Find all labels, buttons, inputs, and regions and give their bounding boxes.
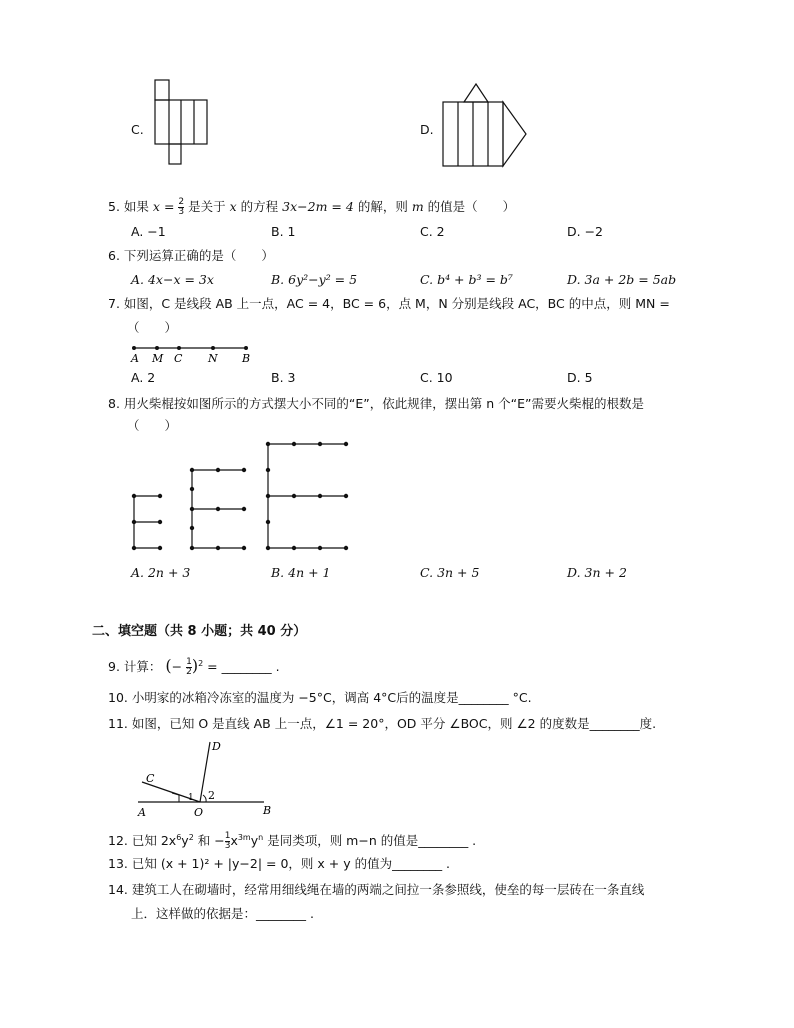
q5-option-d[interactable]: D. −2 bbox=[567, 224, 603, 239]
q7-point-m: M bbox=[152, 352, 164, 365]
q4-option-c-figure bbox=[150, 78, 212, 168]
q4-option-d-label: D. bbox=[420, 122, 434, 137]
q8-stem-line2: （ ） bbox=[127, 418, 178, 433]
q11-label-b: B bbox=[263, 804, 272, 817]
q7-point-a: A bbox=[131, 352, 139, 365]
q11-label-d: D bbox=[212, 740, 221, 753]
q5-option-a[interactable]: A. −1 bbox=[131, 224, 166, 239]
q4-option-c-label: C. bbox=[131, 122, 144, 137]
q6-stem: 6. 下列运算正确的是（ ） bbox=[108, 248, 274, 263]
q7-stem-line1: 7. 如图，C 是线段 AB 上一点，AC = 4，BC = 6，点 M，N 分别是线段 AC，BC 的中点，则 MN = bbox=[108, 296, 670, 311]
q9-stem: 9. 计算： (− $\frac{1}{2}$ )$^2$ = ________ . bbox=[108, 656, 280, 678]
q7-point-c: C bbox=[174, 352, 183, 365]
q8-option-b[interactable]: B. 4n + 1 bbox=[271, 565, 331, 580]
q8-option-c[interactable]: C. 3n + 5 bbox=[420, 565, 480, 580]
q7-point-n: N bbox=[208, 352, 218, 365]
q7-segment-figure bbox=[128, 342, 258, 364]
q5-option-b[interactable]: B. 1 bbox=[271, 224, 296, 239]
q11-label-o: O bbox=[194, 806, 204, 819]
q7-option-d[interactable]: D. 5 bbox=[567, 370, 593, 385]
q8-option-d[interactable]: D. 3n + 2 bbox=[567, 565, 627, 580]
q7-stem-line2: （ ） bbox=[127, 320, 178, 335]
q11-label-a: A bbox=[138, 806, 146, 819]
q11-angle2-label: 2 bbox=[208, 789, 215, 802]
q8-option-a[interactable]: A. 2n + 3 bbox=[131, 565, 191, 580]
q10-stem: 10. 小明家的冰箱冷冻室的温度为 −5°C，调高 4°C后的温度是________ °C. bbox=[108, 690, 532, 705]
q7-option-b[interactable]: B. 3 bbox=[271, 370, 296, 385]
q11-angle1-label: 1 bbox=[188, 793, 194, 803]
q6-option-d[interactable]: D. 3a + 2b = 5ab bbox=[567, 272, 677, 287]
q8-matchstick-figures bbox=[126, 438, 356, 558]
q7-option-c[interactable]: C. 10 bbox=[420, 370, 453, 385]
q6-option-a[interactable]: A. 4x−x = 3x bbox=[131, 272, 214, 287]
q8-stem-line1: 8. 用火柴棍按如图所示的方式摆大小不同的“E”，依此规律，摆出第 n 个“E”需要火柴棍的根数是 bbox=[108, 396, 644, 411]
q14-stem-line1: 14. 建筑工人在砌墙时，经常用细线绳在墙的两端之间拉一条参照线，使垒的每一层砖在一条直线 bbox=[108, 882, 645, 897]
q12-stem: 12. 已知 $2x^6y^2$ 和 − $\frac{1}{3}$ $x^{3m}y^n$ 是同类项，则 m−n 的值是________ . bbox=[108, 831, 477, 852]
q6-option-c[interactable]: C. b⁴ + b³ = b⁷ bbox=[420, 272, 513, 287]
q6-option-b[interactable]: B. 6y²−y² = 5 bbox=[271, 272, 358, 287]
q7-point-b: B bbox=[242, 352, 251, 365]
q11-label-c: C bbox=[146, 772, 155, 785]
q14-stem-line2: 上．这样做的依据是：________ . bbox=[131, 906, 314, 921]
section2-heading: 二、填空题（共 8 小题；共 40 分） bbox=[92, 624, 307, 639]
q7-option-a[interactable]: A. 2 bbox=[131, 370, 156, 385]
q11-stem: 11. 如图，已知 O 是直线 AB 上一点，∠1 = 20°，OD 平分 ∠BOC，则 ∠2 的度数是________度. bbox=[108, 716, 657, 731]
q13-stem: 13. 已知 (x + 1)² + |y−2| = 0，则 x + y 的值为________ . bbox=[108, 856, 451, 871]
q5-option-c[interactable]: C. 2 bbox=[420, 224, 445, 239]
q4-option-d-figure bbox=[440, 80, 532, 170]
q5-stem: 5. 如果 x = $\frac{2}{3}$ 是关于 x 的方程 3x−2m = 4 的解，则 m 的值是（ ） bbox=[108, 197, 516, 217]
q11-angle-figure bbox=[134, 738, 284, 822]
